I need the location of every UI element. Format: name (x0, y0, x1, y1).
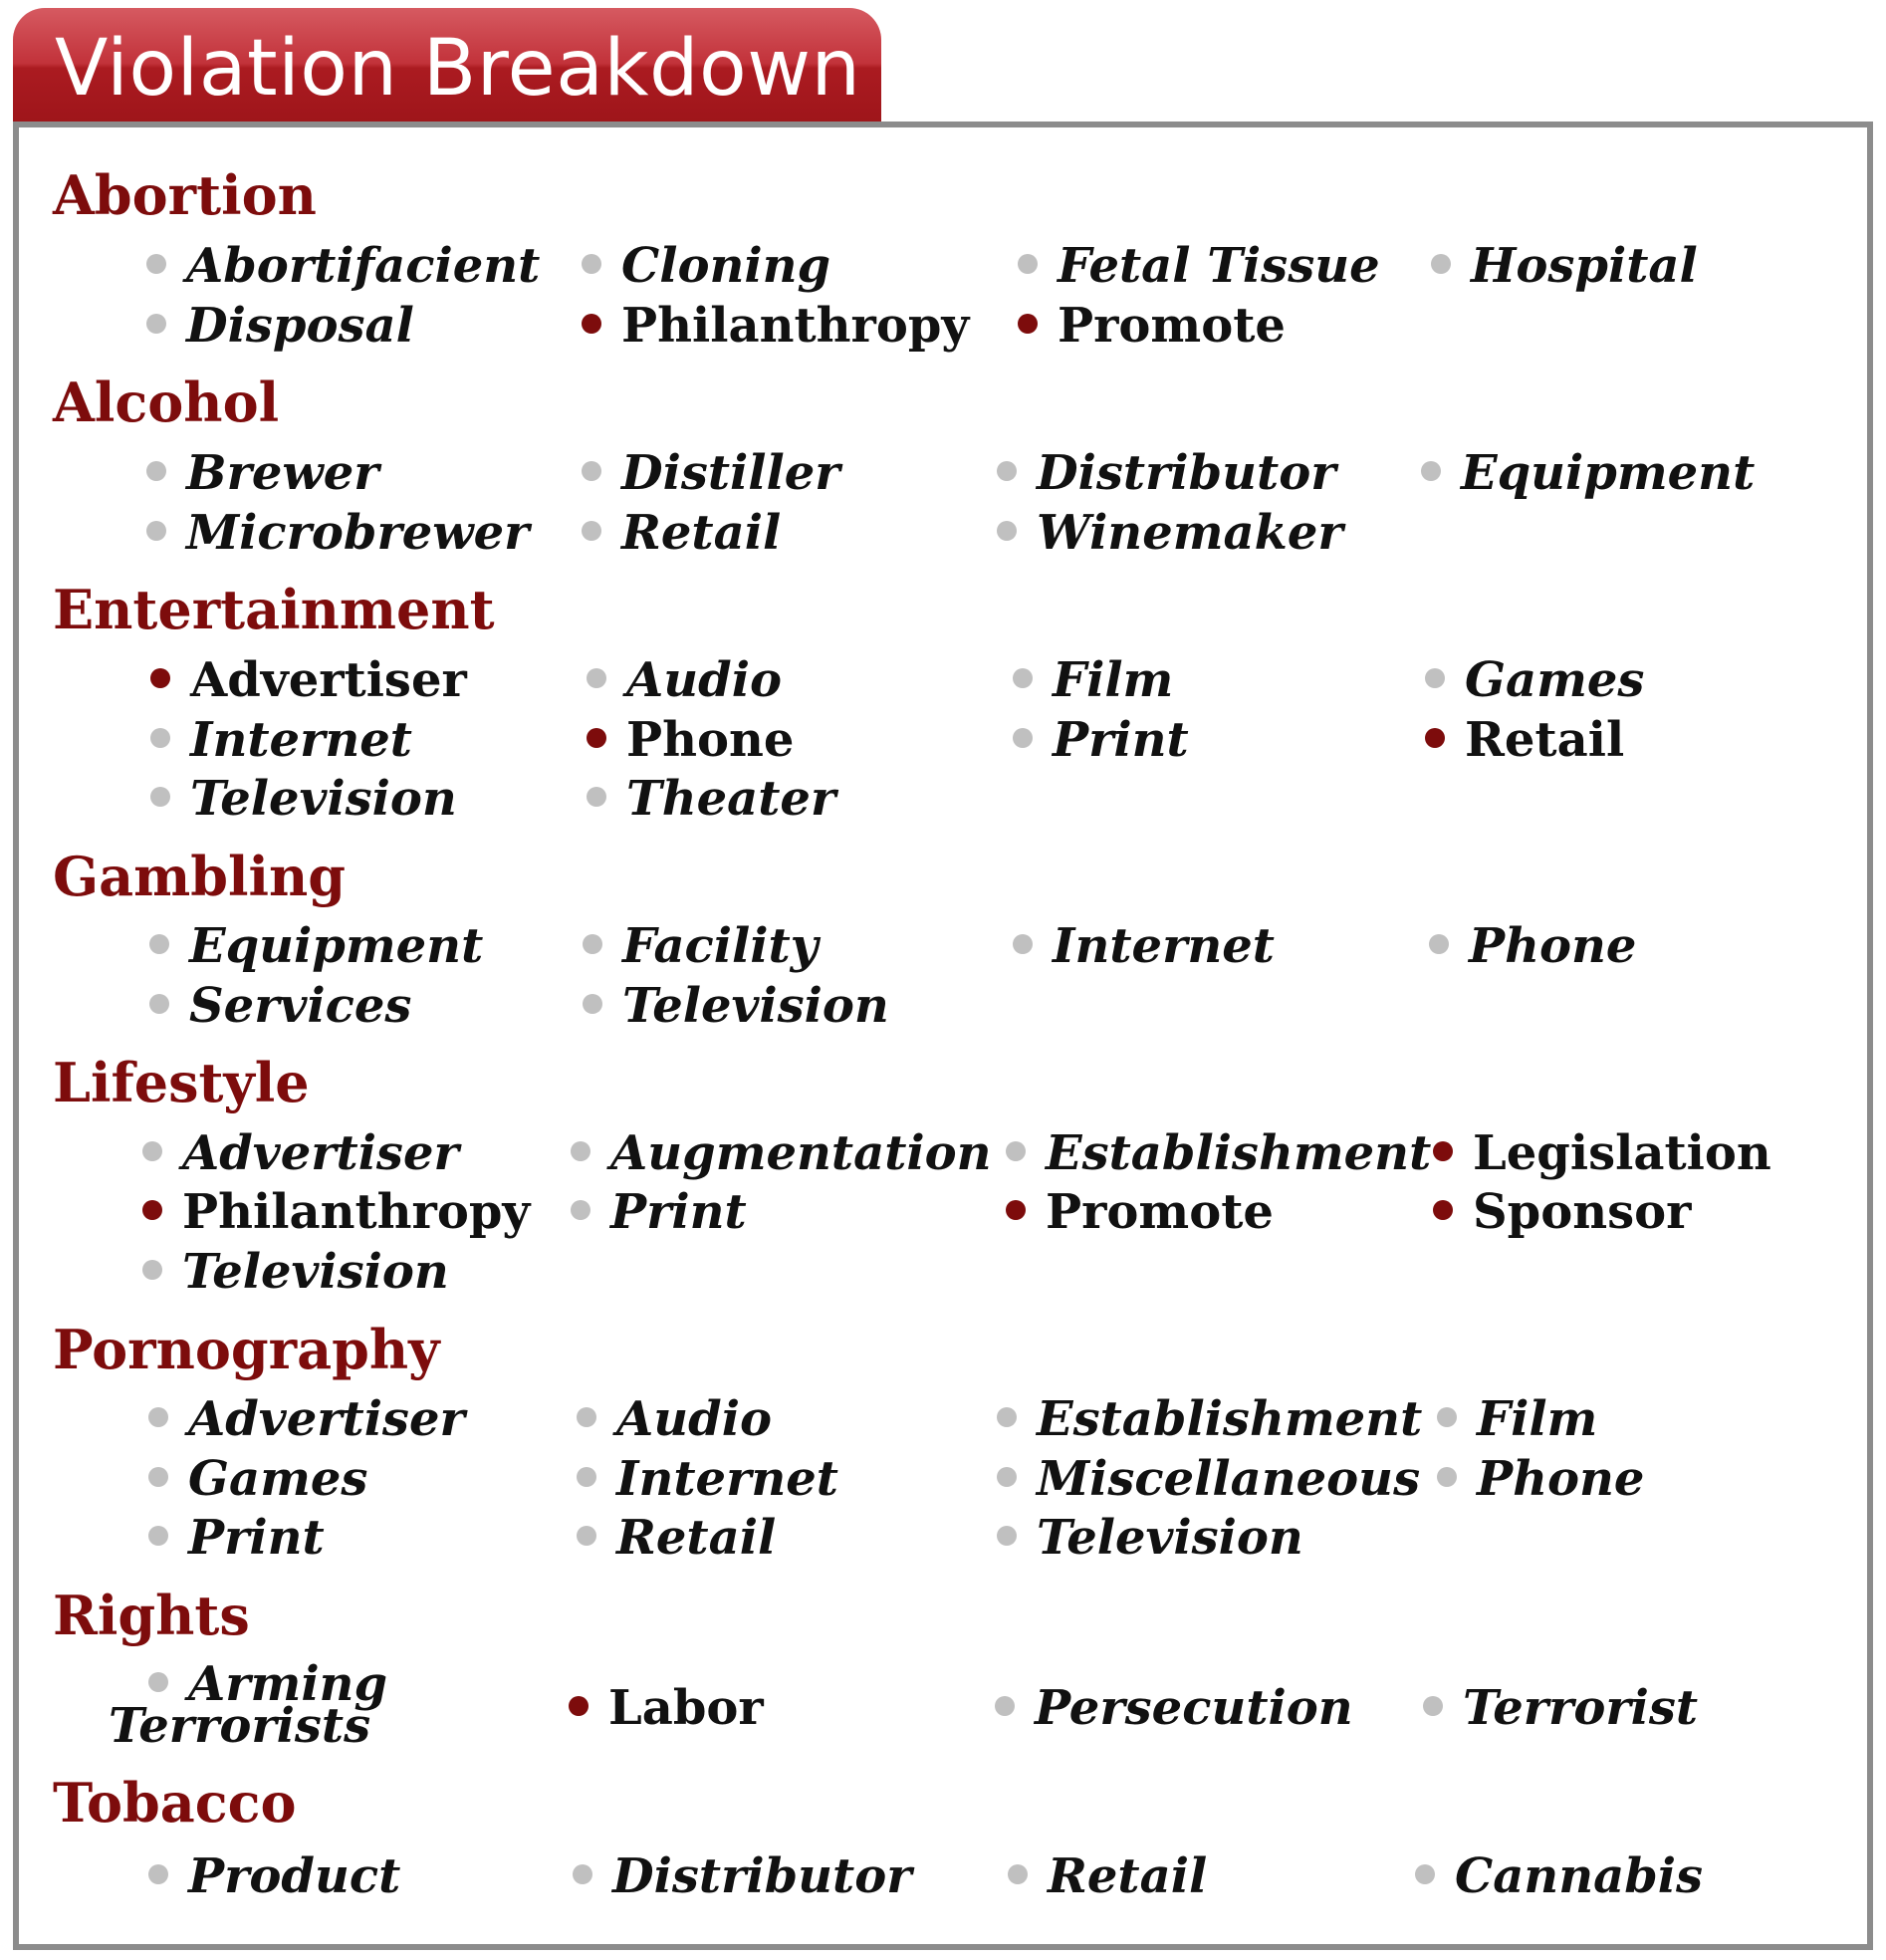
item-entertainment-print (1013, 713, 1189, 767)
status-dot (587, 668, 606, 688)
status-dot (582, 521, 601, 541)
status-dot-active (582, 314, 601, 334)
item-pornography-internet (577, 1452, 838, 1506)
item-label: Microbrewer (186, 505, 530, 561)
item-gambling-television (583, 979, 889, 1033)
item-label: Labor (608, 1680, 764, 1736)
item-label: Equipment (1461, 445, 1756, 501)
status-dot (146, 521, 166, 541)
status-dot (997, 1526, 1017, 1546)
item-abortion-cloning (582, 239, 830, 293)
item-entertainment-audio (587, 653, 782, 707)
item-label: Persecution (1035, 1680, 1353, 1736)
item-abortion-abortifacient (146, 239, 540, 293)
item-lifestyle-establishment (1006, 1126, 1431, 1180)
item-gambling-services (149, 979, 411, 1033)
item-entertainment-film (1013, 653, 1173, 707)
status-dot (1018, 254, 1038, 274)
status-dot (577, 1467, 596, 1487)
status-dot (149, 934, 169, 954)
item-pornography-advertiser (148, 1392, 465, 1446)
item-tobacco-product (148, 1849, 400, 1903)
status-dot (582, 461, 601, 481)
status-dot (148, 1864, 168, 1884)
status-dot (148, 1467, 168, 1487)
item-pornography-retail (577, 1511, 776, 1565)
status-dot (997, 1467, 1017, 1487)
item-lifestyle-print (571, 1185, 747, 1239)
status-dot (148, 1526, 168, 1546)
category-title-rights: Rights (53, 1584, 250, 1647)
status-dot-active (1006, 1200, 1026, 1220)
status-dot (577, 1526, 596, 1546)
item-pornography-audio (577, 1392, 772, 1446)
item-label: Games (188, 1451, 368, 1507)
item-gambling-equipment (149, 919, 483, 973)
status-dot (1425, 668, 1445, 688)
status-dot (146, 254, 166, 274)
item-label: Augmentation (610, 1125, 992, 1181)
item-abortion-promote (1018, 299, 1286, 353)
item-label: Television (1037, 1510, 1303, 1566)
status-dot (997, 1407, 1017, 1427)
item-label: Print (188, 1510, 325, 1566)
panel-title: Violation Breakdown (55, 24, 861, 114)
status-dot (148, 1672, 168, 1692)
item-tobacco-cannabis (1415, 1849, 1703, 1903)
item-rights-terrorist (1423, 1681, 1698, 1735)
item-label: Print (610, 1184, 747, 1240)
status-dot-active (1433, 1141, 1453, 1161)
item-label: Philanthropy (621, 298, 970, 354)
status-dot (583, 994, 602, 1014)
category-title-alcohol: Alcohol (53, 370, 280, 434)
item-label: Philanthropy (182, 1184, 531, 1240)
status-dot (1437, 1407, 1457, 1427)
status-dot (583, 934, 602, 954)
status-dot (1423, 1696, 1443, 1716)
item-label: Internet (190, 712, 412, 768)
item-pornography-games (148, 1452, 367, 1506)
item-label: Phone (626, 712, 795, 768)
category-title-entertainment: Entertainment (53, 578, 495, 641)
status-dot (148, 1407, 168, 1427)
status-dot-active (1433, 1200, 1453, 1220)
item-label: Legislation (1473, 1125, 1771, 1181)
status-dot-active (150, 668, 170, 688)
status-dot (997, 461, 1017, 481)
item-label: Television (622, 978, 889, 1034)
item-lifestyle-sponsor (1433, 1185, 1691, 1239)
item-rights-labor (569, 1681, 764, 1735)
status-dot (571, 1200, 590, 1220)
item-rights-persecution (995, 1681, 1353, 1735)
item-label: Disposal (186, 298, 414, 354)
item-abortion-hospital (1431, 239, 1698, 293)
item-entertainment-television (150, 772, 457, 826)
item-label: Retail (616, 1510, 777, 1566)
item-label: Television (182, 1244, 449, 1300)
category-title-abortion: Abortion (53, 163, 317, 227)
item-pornography-miscellaneous (997, 1452, 1420, 1506)
item-label: Audio (626, 652, 782, 708)
item-lifestyle-philanthropy (142, 1185, 530, 1239)
item-entertainment-phone (587, 713, 794, 767)
status-dot (1437, 1467, 1457, 1487)
item-pornography-print (148, 1511, 325, 1565)
status-dot (571, 1141, 590, 1161)
status-dot (146, 461, 166, 481)
item-pornography-establishment (997, 1392, 1422, 1446)
item-label: Cloning (621, 238, 831, 294)
item-label: Facility (622, 918, 819, 974)
item-label: Film (1053, 652, 1174, 708)
item-entertainment-advertiser (150, 653, 467, 707)
item-alcohol-retail (582, 506, 781, 560)
item-alcohol-winemaker (997, 506, 1343, 560)
item-label: Internet (616, 1451, 838, 1507)
item-pornography-phone (1437, 1452, 1644, 1506)
item-gambling-facility (583, 919, 819, 973)
item-label: Print (1053, 712, 1189, 768)
status-dot-active (587, 728, 606, 748)
item-label: Winemaker (1037, 505, 1343, 561)
status-dot (582, 254, 601, 274)
item-tobacco-retail (1008, 1849, 1207, 1903)
item-label: Distributor (1037, 445, 1336, 501)
status-dot-active (142, 1200, 162, 1220)
item-abortion-philanthropy (582, 299, 969, 353)
status-dot (142, 1260, 162, 1280)
item-label: Phone (1469, 918, 1637, 974)
status-dot (573, 1864, 592, 1884)
status-dot (1013, 728, 1033, 748)
item-entertainment-theater (587, 772, 835, 826)
item-label: Services (189, 978, 412, 1034)
item-label: Arming (188, 1656, 388, 1712)
item-label: Hospital (1471, 238, 1698, 294)
item-label: Brewer (186, 445, 379, 501)
status-dot (1431, 254, 1451, 274)
item-rights-arming-terrorists (109, 1656, 388, 1754)
status-dot (995, 1696, 1015, 1716)
status-dot-active (1425, 728, 1445, 748)
status-dot (997, 521, 1017, 541)
item-label: Distiller (621, 445, 840, 501)
item-alcohol-microbrewer (146, 506, 529, 560)
item-alcohol-equipment (1421, 446, 1755, 500)
item-label: Retail (1465, 712, 1625, 768)
item-label: Fetal Tissue (1058, 238, 1380, 294)
item-entertainment-games (1425, 653, 1644, 707)
item-label: Cannabis (1455, 1848, 1704, 1904)
status-dot-active (1018, 314, 1038, 334)
item-pornography-film (1437, 1392, 1597, 1446)
item-label: Theater (626, 771, 836, 827)
category-title-lifestyle: Lifestyle (53, 1051, 310, 1114)
item-label: Establishment (1046, 1125, 1432, 1181)
status-dot (1415, 1864, 1435, 1884)
violation-breakdown-panel (13, 122, 1873, 1950)
status-dot (1006, 1141, 1026, 1161)
status-dot (577, 1407, 596, 1427)
status-dot (1008, 1864, 1028, 1884)
status-dot-active (569, 1696, 589, 1716)
item-label: Television (190, 771, 457, 827)
item-label: Film (1477, 1391, 1598, 1447)
item-alcohol-distributor (997, 446, 1336, 500)
item-gambling-phone (1429, 919, 1636, 973)
item-lifestyle-advertiser (142, 1126, 459, 1180)
item-label: Terrorist (1463, 1680, 1699, 1736)
item-alcohol-brewer (146, 446, 379, 500)
item-label: Distributor (612, 1848, 912, 1904)
item-label: Games (1465, 652, 1645, 708)
status-dot (1421, 461, 1441, 481)
item-label: Establishment (1037, 1391, 1423, 1447)
item-label: Abortifacient (186, 238, 541, 294)
item-lifestyle-television (142, 1245, 449, 1299)
item-entertainment-internet (150, 713, 412, 767)
item-label: Advertiser (188, 1391, 465, 1447)
item-label: Advertiser (190, 652, 467, 708)
status-dot (587, 787, 606, 807)
status-dot (1013, 934, 1033, 954)
item-tobacco-distributor (573, 1849, 912, 1903)
item-label: Retail (621, 505, 782, 561)
item-lifestyle-promote (1006, 1185, 1274, 1239)
item-label: Internet (1053, 918, 1275, 974)
item-label: Product (188, 1848, 401, 1904)
status-dot (146, 314, 166, 334)
status-dot (142, 1141, 162, 1161)
status-dot (1429, 934, 1449, 954)
item-label: Advertiser (182, 1125, 459, 1181)
item-label: Retail (1048, 1848, 1208, 1904)
item-gambling-internet (1013, 919, 1275, 973)
item-label: Equipment (189, 918, 484, 974)
category-title-gambling: Gambling (53, 845, 347, 908)
item-abortion-disposal (146, 299, 414, 353)
category-title-pornography: Pornography (53, 1318, 440, 1381)
item-abortion-fetal-tissue (1018, 239, 1380, 293)
item-label-line2: Terrorists (109, 1698, 371, 1754)
item-label: Audio (616, 1391, 772, 1447)
status-dot (150, 787, 170, 807)
status-dot (1013, 668, 1033, 688)
category-title-tobacco: Tobacco (53, 1771, 297, 1835)
item-label: Promote (1058, 298, 1286, 354)
item-label: Phone (1477, 1451, 1645, 1507)
item-entertainment-retail (1425, 713, 1624, 767)
item-label: Miscellaneous (1037, 1451, 1421, 1507)
status-dot (150, 728, 170, 748)
item-lifestyle-augmentation (571, 1126, 992, 1180)
item-pornography-television (997, 1511, 1303, 1565)
item-label: Promote (1046, 1184, 1274, 1240)
violation-breakdown-tab (13, 8, 881, 123)
item-label: Sponsor (1473, 1184, 1692, 1240)
status-dot (149, 994, 169, 1014)
item-lifestyle-legislation (1433, 1126, 1771, 1180)
item-alcohol-distiller (582, 446, 840, 500)
